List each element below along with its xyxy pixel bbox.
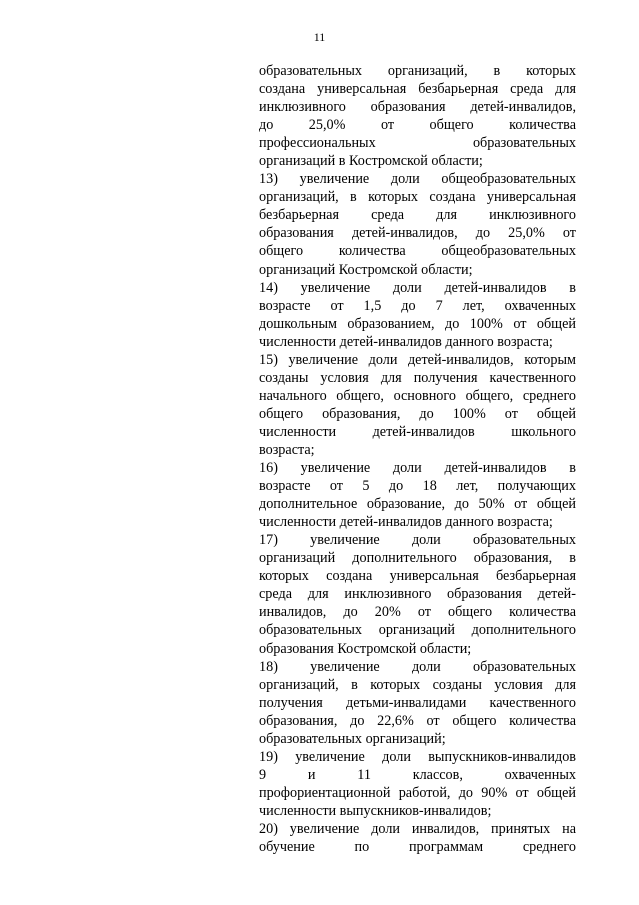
text-line: 9 и 11 классов, охваченных: [259, 766, 576, 783]
text-line: 19) увеличение доли выпускников-инвалидов: [259, 748, 576, 765]
text-line: получения детьми-инвалидами качественного: [259, 694, 576, 711]
text-line: безбарьерная среда для инклюзивного: [259, 207, 576, 224]
text-line: образовательных организаций;: [259, 730, 446, 747]
document-body: [259, 62, 576, 856]
paragraph: [259, 459, 576, 531]
paragraph: [259, 820, 576, 856]
text-line: 16) увеличение доли детей-инвалидов в: [259, 460, 576, 477]
paragraph: [259, 658, 576, 748]
text-line: до 25,0% от общего количества: [259, 117, 576, 134]
text-line: организаций Костромской области;: [259, 261, 473, 278]
text-line: общего количества общеобразовательных: [259, 243, 576, 260]
text-line: 15) увеличение доли детей-инвалидов, которым: [259, 351, 576, 368]
text-line: образования Костромской области;: [259, 640, 472, 657]
text-line: образования детей-инвалидов, до 25,0% от: [259, 225, 576, 242]
paragraph: [259, 351, 576, 459]
text-line: образования, до 22,6% от общего количества: [259, 712, 576, 729]
text-line: созданы условия для получения качественного: [259, 369, 576, 386]
text-line: которых создана универсальная безбарьерная: [259, 568, 576, 585]
text-line: дошкольным образованием, до 100% от общей: [259, 315, 576, 332]
text-line: организаций в Костромской области;: [259, 153, 483, 170]
text-line: 17) увеличение доли образовательных: [259, 532, 576, 549]
text-line: численности детей-инвалидов данного возраста;: [259, 333, 553, 350]
paragraph: [259, 170, 576, 278]
paragraph: [259, 531, 576, 657]
text-line: организаций, в которых созданы условия для: [259, 676, 576, 693]
text-line: 20) увеличение доли инвалидов, принятых на: [259, 820, 576, 837]
text-line: 14) увеличение доли детей-инвалидов в: [259, 279, 576, 296]
text-line: образовательных организаций дополнительного: [259, 622, 576, 639]
text-line: организаций, в которых создана универсальная: [259, 189, 576, 206]
text-line: возраста;: [259, 441, 315, 458]
text-line: возрасте от 1,5 до 7 лет, охваченных: [259, 297, 576, 314]
text-line: численности детей-инвалидов данного возраста;: [259, 514, 553, 531]
text-line: общего образования, до 100% от общей: [259, 405, 576, 422]
text-line: дополнительное образование, до 50% от общей: [259, 496, 576, 513]
paragraph: [259, 279, 576, 351]
text-line: создана универсальная безбарьерная среда для: [259, 81, 576, 98]
text-line: профориентационной работой, до 90% от общей: [259, 784, 576, 801]
text-line: организаций дополнительного образования, в: [259, 550, 576, 567]
text-line: 13) увеличение доли общеобразовательных: [259, 171, 576, 188]
text-line: 18) увеличение доли образовательных: [259, 658, 576, 675]
paragraph: [259, 62, 576, 170]
text-line: численности детей-инвалидов школьного: [259, 423, 576, 440]
text-line: обучение по программам среднего: [259, 839, 576, 856]
text-line: инвалидов, до 20% от общего количества: [259, 604, 576, 621]
text-line: профессиональных образовательных: [259, 135, 576, 152]
page-number: 11: [313, 30, 326, 44]
text-line: начального общего, основного общего, среднего: [259, 387, 576, 404]
text-line: численности выпускников-инвалидов;: [259, 802, 492, 819]
text-line: среда для инклюзивного образования детей-: [259, 586, 576, 603]
paragraph: [259, 748, 576, 820]
text-line: образовательных организаций, в которых: [259, 63, 576, 79]
text-line: инклюзивного образования детей-инвалидов,: [259, 99, 576, 116]
text-line: возрасте от 5 до 18 лет, получающих: [259, 478, 576, 495]
